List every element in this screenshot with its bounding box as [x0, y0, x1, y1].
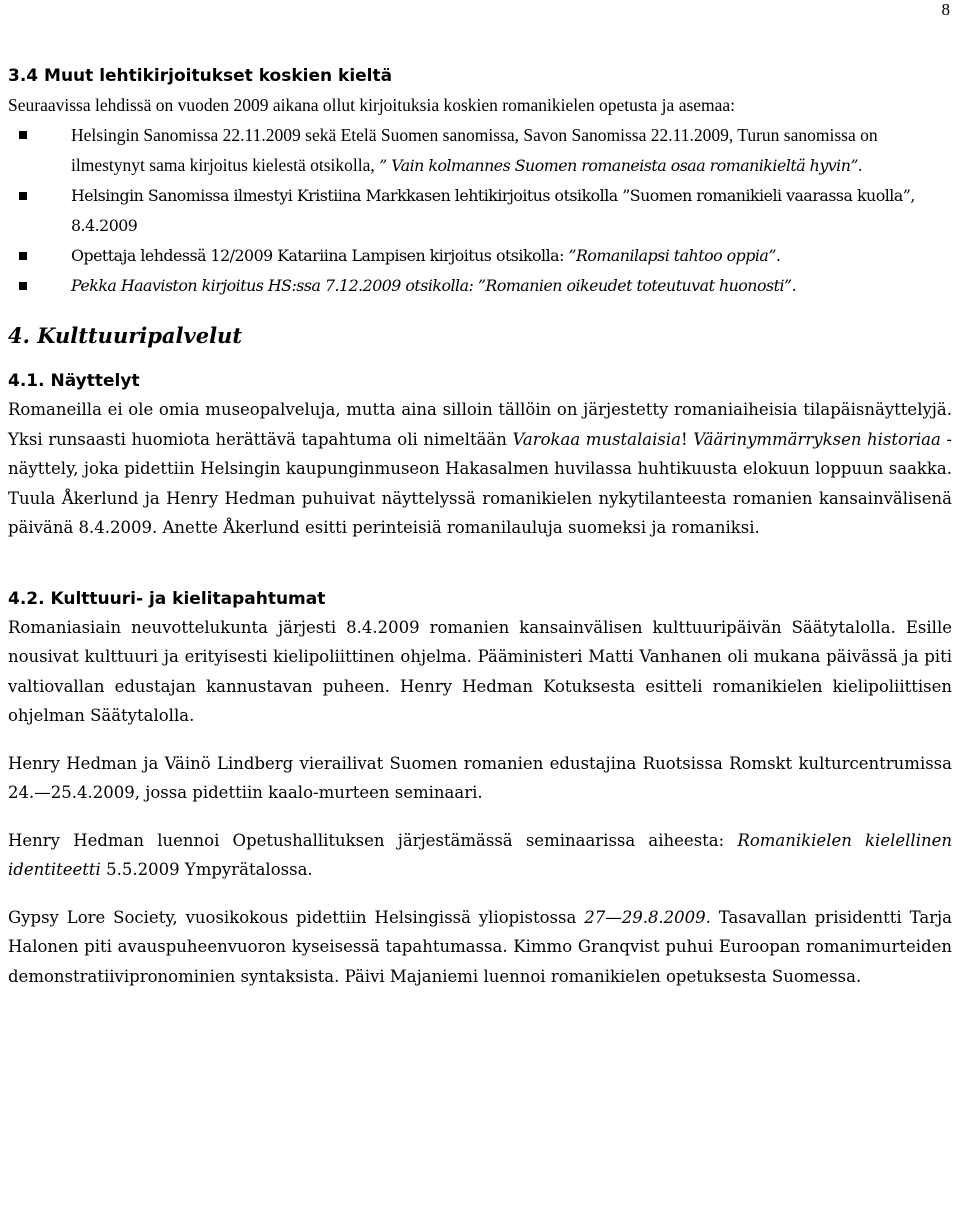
section-heading-3-4: 3.4 Muut lehtikirjoitukset koskien kieltä [8, 66, 393, 86]
section-4-2-paragraph-3: Henry Hedman luennoi Opetushallituksen järjestämässä seminaarissa aiheesta: Romanikielen kielellinen identiteetti 5.5.2009 Ympyrätalossa. [8, 830, 952, 879]
section-heading-4-2: 4.2. Kulttuuri- ja kielitapahtumat [8, 588, 326, 609]
page-number: 8 [941, 0, 950, 19]
section-4-2-paragraph-4: Gypsy Lore Society, vuosikokous pidettiin Helsingissä yliopistossa 27—29.8.2009. Tasavallan prisidentti Tarja Halonen piti avauspuheenvuoron kyseisessä tapahtumassa. Kimmo Granqvist puhui Euroopan romanimurteiden demonstratiivipronominien syntaksista. Päivi Majaniemi luennoi romanikielen opetuksesta Suomessa. [8, 907, 952, 986]
list-item-suffix: . [775, 246, 781, 265]
document-body [8, 62, 952, 991]
section-4-2-paragraph-1: Romaniasiain neuvottelukunta järjesti 8.4.2009 romanien kansainvälisen kulttuuripäivän Säätytalolla. Esille nousivat kulttuuri ja erityisesti kielipoliittinen ohjelma. Pääministeri Matti Vanhanen oli mukana päivässä ja piti valtiovallan edustajan kannustavan puheen. Henry Hedman Kotuksesta esitteli romanikielen kielipoliittisen ohjelman Säätytalolla. [8, 617, 952, 725]
square-bullet-icon [19, 252, 27, 260]
list-item-text: Opettaja lehdessä 12/2009 Katariina Lampisen kirjoitus otsikolla: [71, 246, 569, 265]
list-item-text: Helsingin Sanomissa ilmestyi Kristiina Markkasen lehtikirjoitus otsikolla ”Suomen romanikieli vaarassa kuolla”, 8.4.2009 [71, 186, 915, 235]
list-item-text: Helsingin Sanomissa 22.11.2009 sekä Etelä Suomen sanomissa, Savon Sanomissa 22.11.2009, Turun sanomissa on ilmestynyt sama kirjoitus kielestä otsikolla, [71, 125, 878, 175]
square-bullet-icon [19, 131, 27, 139]
chapter-heading-4: 4. Kulttuuripalvelut [8, 323, 243, 348]
list-item-suffix: . [858, 155, 863, 175]
section-4-1-paragraph: Romaneilla ei ole omia museopalveluja, mutta aina silloin tällöin on järjestetty romaniaiheisia tilapäisnäyttelyjä. Yksi runsaasti huomiota herättävä tapahtuma oli nimeltään Varokaa mustalaisia! Väärinymmärryksen historiaa -näyttely, joka pidettiin Helsingin kaupunginmuseon Hakasalmen huvilassa huhtikuusta elokuun loppuun saakka. Tuula Åkerlund ja Henry Hedman puhuivat näyttelyssä romanikielen nykytilanteesta romanien kansainvälisenä päivänä 8.4.2009. Anette Åkerlund esitti perinteisiä romanilauluja suomeksi ja romaniksi. [8, 400, 952, 537]
list-item-title: Pekka Haaviston kirjoitus HS:ssa 7.12.2009 otsikolla: ”Romanien oikeudet toteutuvat huonosti” [71, 276, 792, 295]
list-item [8, 241, 952, 271]
list-item [8, 271, 952, 301]
section-heading-4-1: 4.1. Näyttelyt [8, 371, 140, 391]
list-item-suffix: . [791, 276, 797, 295]
list-item [8, 181, 952, 241]
article-list [8, 120, 952, 301]
square-bullet-icon [19, 282, 27, 290]
section-3-4-intro: Seuraavissa lehdissä on vuoden 2009 aikana ollut kirjoituksia koskien romanikielen opetusta ja asemaa: [8, 95, 736, 115]
list-item-title: ”Romanilapsi tahtoo oppia” [568, 246, 776, 265]
square-bullet-icon [19, 192, 27, 200]
section-4-2-paragraph-2: Henry Hedman ja Väinö Lindberg vierailivat Suomen romanien edustajina Ruotsissa Romskt kulturcentrumissa 24.—25.4.2009, jossa pidettiin kaalo-murteen seminaari. [8, 753, 952, 802]
list-item [8, 120, 952, 181]
list-item-title: ” Vain kolmannes Suomen romaneista osaa romanikieltä hyvin” [379, 156, 858, 175]
